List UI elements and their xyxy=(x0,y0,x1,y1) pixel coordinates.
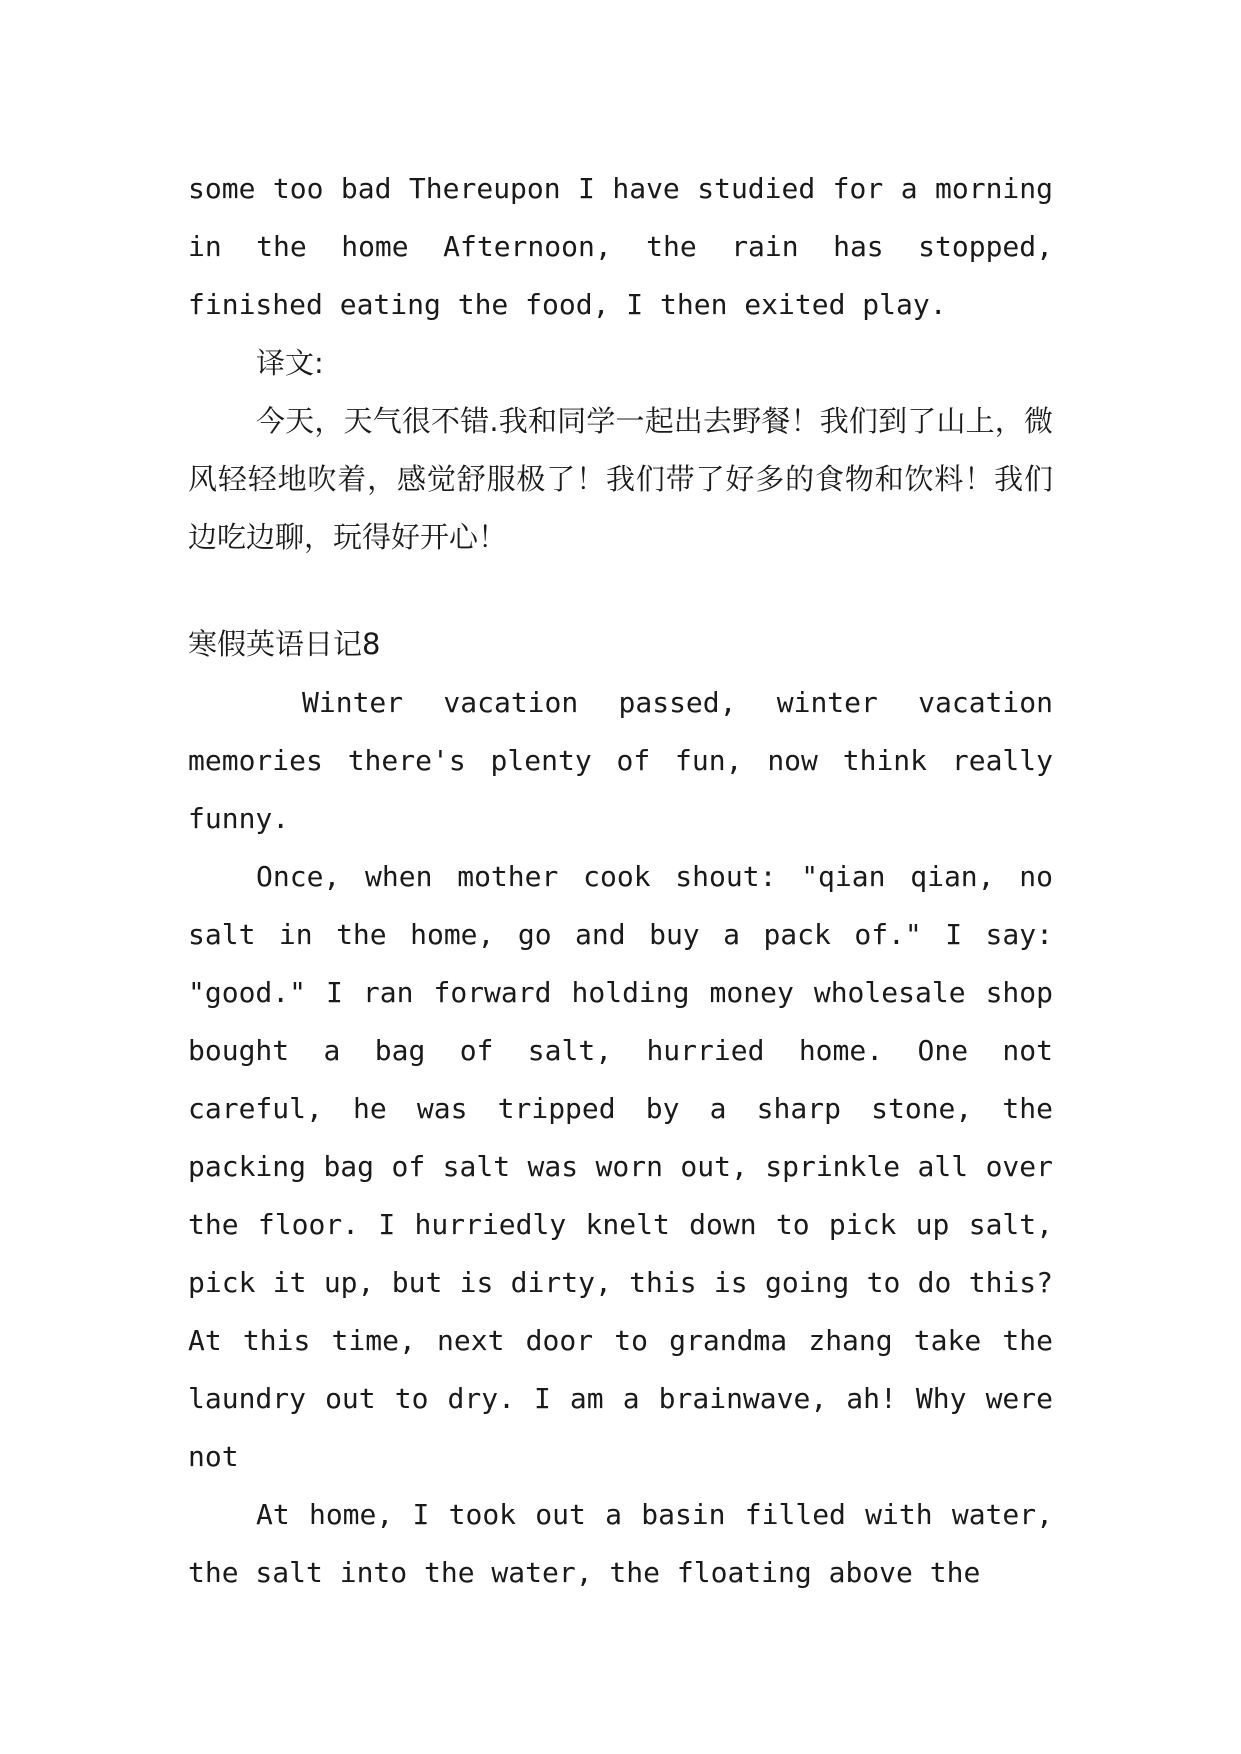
paragraph-section-1: Winter vacation passed, winter vacation memories there's plenty of fun, now think really funny. xyxy=(188,686,1053,835)
translation-label: 译文: xyxy=(256,346,324,380)
section-gap xyxy=(188,566,1053,614)
paragraph-section-2: Once, when mother cook shout: "qian qian, no salt in the home, go and buy a pack of." I say: "good." I ran forward holding money wholesale shop bought a bag of salt, hurried home. One not careful, he was tripped by a sharp stone, the packing bag of salt was worn out, sprinkle all over the floor. I hurriedly knelt down to pick up salt, pick it up, but is dirty, this is going to do this? At this time, next door to grandma zhang take the laundry out to dry. I am a brainwave, ah! Why were not xyxy=(188,860,1053,1473)
paragraph-section-3: At home, I took out a basin filled with water, the salt into the water, the floating above the xyxy=(188,1498,1053,1589)
document-body xyxy=(188,160,1053,1602)
paragraph-translation: 今天，天气很不错.我和同学一起出去野餐！我们到了山上，微风轻轻地吹着，感觉舒服极了！我们带了好多的食物和饮料！我们边吃边聊，玩得好开心！ xyxy=(188,404,1053,554)
section-title: 寒假英语日记8 xyxy=(188,627,381,661)
paragraph-english-1: some too bad Thereupon I have studied for a morning in the home Afternoon, the rain has stopped, finished eating the food, I then exited play. xyxy=(188,172,1053,321)
